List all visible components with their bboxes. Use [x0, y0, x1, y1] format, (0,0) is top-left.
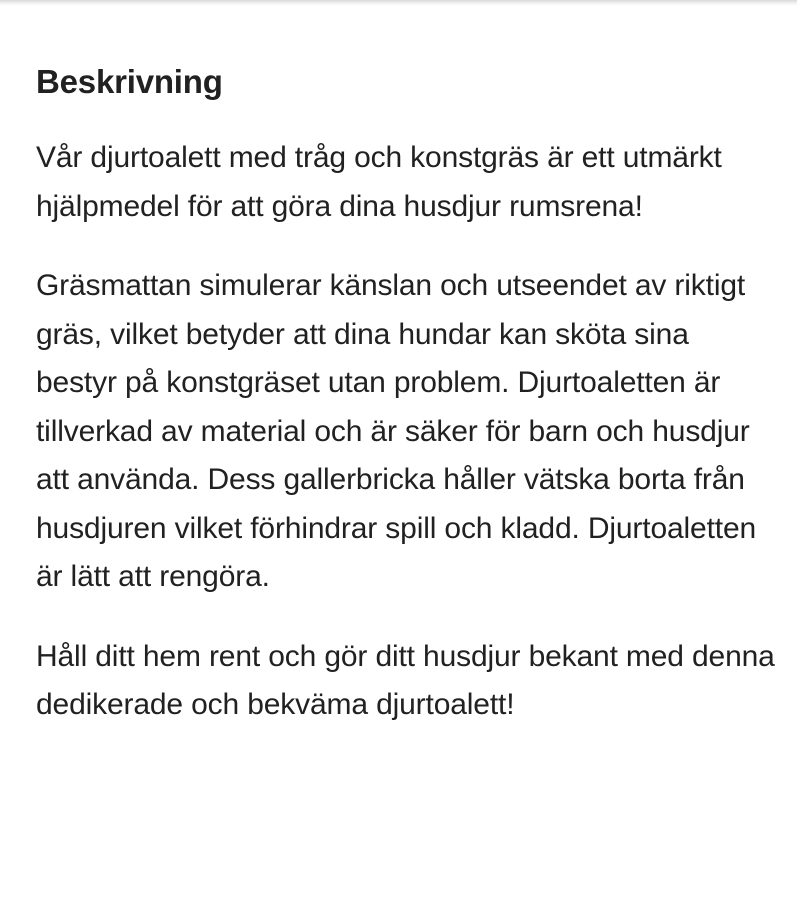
top-bar-shadow [0, 0, 797, 6]
description-heading: Beskrivning [36, 63, 223, 100]
description-paragraph-intro: Vår djurtoalett med tråg och konstgräs är ett utmärkt hjälpmedel för att göra dina husdjur rumsrena! [36, 141, 722, 223]
description-paragraph-closing: Håll ditt hem rent och gör ditt husdjur bekant med denna dedikerade och bekväma djurtoalett! [36, 639, 775, 721]
description-paragraph-details: Gräsmattan simulerar känslan och utseendet av riktigt gräs, vilket betyder att dina hundar kan sköta sina bestyr på konstgräset utan problem. Djurtoaletten är tillverkad av material och är säker för barn och husdjur att använda. Dess gallerbricka håller vätska borta från husdjuren vilket förhindrar spill och kladd. Djurtoaletten är lätt att rengöra. [36, 269, 757, 593]
description-section [36, 58, 776, 761]
